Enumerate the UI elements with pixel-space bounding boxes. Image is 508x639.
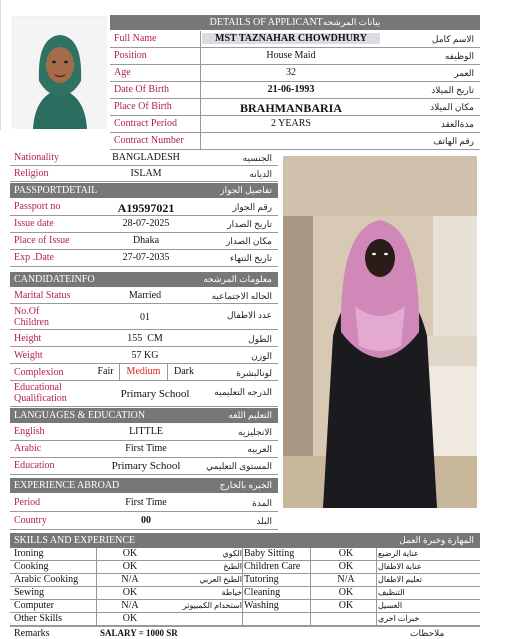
skills-row-5 bbox=[10, 613, 480, 626]
passport-photo bbox=[12, 16, 106, 128]
skill-right-value: N/A bbox=[337, 574, 355, 585]
column-divider bbox=[376, 600, 377, 613]
applicant-row-3 bbox=[110, 82, 480, 99]
column-divider bbox=[200, 133, 201, 150]
skills-row-3 bbox=[10, 587, 480, 600]
basic-row-0 bbox=[10, 150, 278, 166]
skill-left-ar: خياطة bbox=[221, 588, 242, 597]
applicant-header-title: DETAILS OF APPLICANT bbox=[209, 17, 323, 28]
passport-row-0-label: Passport no bbox=[14, 201, 61, 212]
passport-header bbox=[10, 183, 278, 198]
experience-row-0-label: Period bbox=[14, 497, 41, 508]
passport-row-1-ar: تاريخ الصدار bbox=[227, 219, 272, 229]
skill-left-ar: استخدام الكمبيوتر bbox=[182, 601, 242, 610]
education-qual-label: Educational Qualification bbox=[14, 382, 67, 404]
skill-left-ar: الطبخ bbox=[223, 562, 242, 571]
complexion-label: Complexion bbox=[14, 367, 64, 378]
language-row-0-value: LITTLE bbox=[129, 426, 163, 437]
skill-left-value: OK bbox=[122, 548, 138, 559]
column-divider bbox=[200, 31, 201, 48]
column-divider bbox=[310, 587, 311, 600]
passport-row-2-ar: مكان الصدار bbox=[225, 236, 272, 246]
passport-row-1-value: 28-07-2025 bbox=[122, 218, 170, 229]
education-qual-ar: الدرجه التعليميه bbox=[214, 387, 272, 397]
skill-left-value: N/A bbox=[121, 574, 139, 585]
experience-header-title-ar: الخبره بالخارج bbox=[219, 480, 272, 490]
experience-row-1-ar: البلد bbox=[256, 516, 272, 526]
skills-row-1 bbox=[10, 561, 480, 574]
column-divider bbox=[376, 613, 377, 626]
column-divider bbox=[200, 116, 201, 133]
complexion-option-medium: Medium bbox=[120, 364, 168, 380]
skill-left-value: N/A bbox=[121, 600, 139, 611]
applicant-row-2 bbox=[110, 65, 480, 82]
applicant-row-0-ar: الاسم كامل bbox=[431, 34, 474, 44]
column-divider bbox=[242, 574, 243, 587]
applicant-row-3-value: 21-06-1993 bbox=[267, 84, 315, 95]
applicant-row-1 bbox=[110, 48, 480, 65]
passport-header-title: PASSPORTDETAIL bbox=[14, 185, 98, 196]
experience-row-1 bbox=[10, 512, 278, 530]
applicant-row-6 bbox=[110, 133, 480, 150]
applicant-row-4-value: BRAHMANBARIA bbox=[240, 101, 342, 115]
children-row bbox=[10, 304, 278, 330]
passport-row-2 bbox=[10, 233, 278, 250]
column-divider bbox=[310, 561, 311, 574]
skill-left-label: Other Skills bbox=[14, 613, 63, 624]
applicant-row-0-label: Full Name bbox=[114, 33, 157, 44]
skill-right-ar: عناية الرضيع bbox=[378, 549, 419, 558]
applicant-row-4 bbox=[110, 99, 480, 116]
candidate-header bbox=[10, 272, 278, 287]
applicant-row-5-value: 2 YEARS bbox=[271, 118, 311, 129]
column-divider bbox=[200, 65, 201, 82]
remarks-row bbox=[10, 626, 480, 639]
applicant-row-5-ar: مدةالعقد bbox=[440, 119, 474, 129]
skill-left-ar: الكوي bbox=[222, 549, 242, 558]
column-divider bbox=[376, 548, 377, 561]
column-divider bbox=[96, 561, 97, 574]
language-row-2-label: Education bbox=[14, 460, 55, 471]
applicant-row-6-label: Contract Number bbox=[114, 135, 184, 146]
marital-value: Married bbox=[128, 290, 162, 301]
education-qual-row bbox=[10, 381, 278, 407]
applicant-row-2-ar: العمر bbox=[454, 68, 474, 78]
column-divider bbox=[310, 613, 311, 626]
column-divider bbox=[242, 587, 243, 600]
column-divider bbox=[242, 561, 243, 574]
column-divider bbox=[242, 613, 243, 626]
passport-row-1 bbox=[10, 216, 278, 233]
children-label: No.Of Children bbox=[14, 306, 49, 328]
skill-left-label: Cooking bbox=[14, 561, 49, 572]
skill-right-ar: التنظيف bbox=[378, 588, 405, 597]
language-row-2-value: Primary School bbox=[111, 460, 181, 472]
passport-row-0-ar: رقم الجواز bbox=[232, 202, 272, 212]
remarks-ar: ملاحظات bbox=[410, 628, 445, 638]
passport-row-2-label: Place of Issue bbox=[14, 235, 70, 246]
basic-row-1-value: ISLAM bbox=[130, 168, 162, 179]
column-divider bbox=[310, 548, 311, 561]
column-divider bbox=[242, 548, 243, 561]
skill-right-ar: عناية الاطفال bbox=[378, 562, 422, 571]
column-divider bbox=[96, 548, 97, 561]
height-ar: الطول bbox=[248, 334, 272, 344]
basic-row-0-ar: الجنسيه bbox=[242, 153, 272, 163]
column-divider bbox=[376, 574, 377, 587]
language-row-1-ar: العربيه bbox=[247, 444, 272, 454]
applicant-row-5 bbox=[110, 116, 480, 133]
basic-row-1-label: Religion bbox=[14, 168, 49, 179]
applicant-row-3-label: Date Of Birth bbox=[114, 84, 169, 95]
experience-row-0-value: First Time bbox=[125, 497, 167, 508]
language-row-2 bbox=[10, 458, 278, 475]
skill-right-label: Baby Sitting bbox=[244, 548, 295, 559]
weight-ar: الوزن bbox=[251, 351, 272, 361]
marital-label: Marital Status bbox=[14, 290, 71, 301]
skill-left-label: Ironing bbox=[14, 548, 44, 559]
applicant-row-0 bbox=[110, 31, 480, 48]
applicant-header-title-ar: بيانات المرشحه bbox=[322, 17, 381, 27]
language-row-2-ar: المستوى التعليمي bbox=[206, 461, 272, 471]
experience-row-1-label: Country bbox=[14, 515, 47, 526]
children-value: 01 bbox=[140, 312, 150, 323]
skill-right-label: Cleaning bbox=[244, 587, 281, 598]
experience-header bbox=[10, 478, 278, 493]
passport-row-0-value: A19597021 bbox=[117, 201, 175, 215]
skills-row-4 bbox=[10, 600, 480, 613]
passport-row-3-label: Exp .Date bbox=[14, 252, 54, 263]
complexion-options bbox=[92, 364, 200, 380]
passport-row-3 bbox=[10, 250, 278, 267]
column-divider bbox=[376, 561, 377, 574]
children-ar: عدد الاطفال bbox=[227, 310, 272, 320]
skill-right-ar: تعليم الاطفال bbox=[378, 575, 422, 584]
experience-header-title: EXPERIENCE ABROAD bbox=[14, 480, 120, 491]
applicant-row-2-value: 32 bbox=[286, 67, 296, 78]
skills-header-title-ar: المهارة وخبرة العمل bbox=[399, 535, 474, 545]
skills-row-0 bbox=[10, 548, 480, 561]
applicant-row-0-value: MST TAZNAHAR CHOWDHURY bbox=[202, 33, 380, 44]
experience-row-1-value: 00 bbox=[141, 515, 151, 526]
marital-ar: الحاله الاجتماعيه bbox=[211, 291, 272, 301]
skill-right-label: Washing bbox=[244, 600, 279, 611]
basic-row-1 bbox=[10, 166, 278, 182]
passport-row-3-value: 27-07-2035 bbox=[122, 252, 170, 263]
weight-label: Weight bbox=[14, 350, 43, 361]
skill-right-value: OK bbox=[338, 548, 354, 559]
passport-row-0 bbox=[10, 199, 278, 216]
column-divider bbox=[242, 600, 243, 613]
education-qual-value: Primary School bbox=[120, 388, 190, 400]
column-divider bbox=[96, 574, 97, 587]
remarks-value: SALARY = 1000 SR bbox=[100, 628, 178, 638]
languages-header-title: LANGUAGES & EDUCATION bbox=[14, 410, 146, 421]
height-label: Height bbox=[14, 333, 42, 344]
skill-right-value: OK bbox=[338, 587, 354, 598]
applicant-row-5-label: Contract Period bbox=[114, 118, 178, 129]
photo-border-line bbox=[0, 0, 1, 130]
basic-row-1-ar: الديانه bbox=[249, 169, 272, 179]
skills-row-2 bbox=[10, 574, 480, 587]
language-row-1 bbox=[10, 441, 278, 458]
height-value: 155 CM bbox=[127, 333, 163, 344]
language-row-1-value: First Time bbox=[125, 443, 167, 454]
skill-right-label: Children Care bbox=[244, 561, 301, 572]
applicant-row-2-label: Age bbox=[114, 67, 131, 78]
applicant-header bbox=[110, 15, 480, 30]
skill-left-ar: الطبخ العربي bbox=[199, 575, 242, 584]
complexion-option-dark: Dark bbox=[174, 366, 194, 377]
applicant-row-1-value: House Maid bbox=[266, 50, 316, 61]
applicant-row-3-ar: تاريخ الميلاد bbox=[431, 85, 474, 95]
experience-row-0-ar: المدة bbox=[252, 498, 272, 508]
complexion-ar: لونالبشرة bbox=[236, 368, 272, 378]
candidate-header-title-ar: معلومات المرشحه bbox=[203, 274, 272, 284]
experience-row-0 bbox=[10, 494, 278, 512]
basic-row-0-value: BANGLADESH bbox=[112, 152, 180, 163]
language-row-1-label: Arabic bbox=[14, 443, 42, 454]
skills-header-title: SKILLS AND EXPERIENCE bbox=[14, 535, 136, 546]
skill-left-value: OK bbox=[122, 613, 138, 624]
column-divider bbox=[200, 48, 201, 65]
passport-row-1-label: Issue date bbox=[14, 218, 54, 229]
height-row bbox=[10, 330, 278, 347]
applicant-row-4-label: Place Of Birth bbox=[114, 101, 172, 112]
marital-row bbox=[10, 288, 278, 304]
skill-right-label: Tutoring bbox=[244, 574, 279, 585]
passport-row-2-value: Dhaka bbox=[132, 235, 160, 246]
complexion-row bbox=[10, 364, 278, 381]
weight-row bbox=[10, 347, 278, 364]
column-divider bbox=[200, 82, 201, 99]
column-divider bbox=[376, 587, 377, 600]
column-divider bbox=[96, 613, 97, 626]
skill-right-value: OK bbox=[338, 600, 354, 611]
language-row-0 bbox=[10, 424, 278, 441]
skill-right-ar: خبرات اخري bbox=[378, 614, 420, 623]
skill-left-value: OK bbox=[122, 561, 138, 572]
skill-left-label: Sewing bbox=[14, 587, 44, 598]
skill-left-label: Arabic Cooking bbox=[14, 574, 79, 585]
language-row-0-label: English bbox=[14, 426, 45, 437]
passport-row-3-ar: تاريخ النتهاء bbox=[230, 253, 272, 263]
applicant-row-6-ar: رقم الهاتف bbox=[433, 136, 474, 146]
column-divider bbox=[96, 587, 97, 600]
passport-header-title-ar: تفاصيل الجواز bbox=[220, 185, 272, 195]
skill-left-value: OK bbox=[122, 587, 138, 598]
languages-header bbox=[10, 408, 278, 423]
applicant-row-4-ar: مكان الميلاد bbox=[430, 102, 474, 112]
skill-left-label: Computer bbox=[14, 600, 54, 611]
skill-right-value: OK bbox=[338, 561, 354, 572]
candidate-header-title: CANDIDATEINFO bbox=[14, 274, 95, 285]
full-body-photo bbox=[283, 156, 477, 508]
basic-row-0-label: Nationality bbox=[14, 152, 59, 163]
column-divider bbox=[200, 99, 201, 116]
column-divider bbox=[96, 600, 97, 613]
remarks-label: Remarks bbox=[14, 628, 50, 639]
language-row-0-ar: الانجليزيه bbox=[238, 427, 272, 437]
languages-header-title-ar: التعليم اللغه bbox=[228, 410, 272, 420]
applicant-row-1-ar: الوظيفه bbox=[444, 51, 474, 61]
applicant-row-1-label: Position bbox=[114, 50, 147, 61]
weight-value: 57 KG bbox=[131, 350, 159, 361]
skill-right-ar: الغسيل bbox=[378, 601, 403, 610]
complexion-option-fair: Fair bbox=[92, 364, 120, 380]
column-divider bbox=[310, 600, 311, 613]
column-divider bbox=[310, 574, 311, 587]
skills-header bbox=[10, 533, 480, 548]
